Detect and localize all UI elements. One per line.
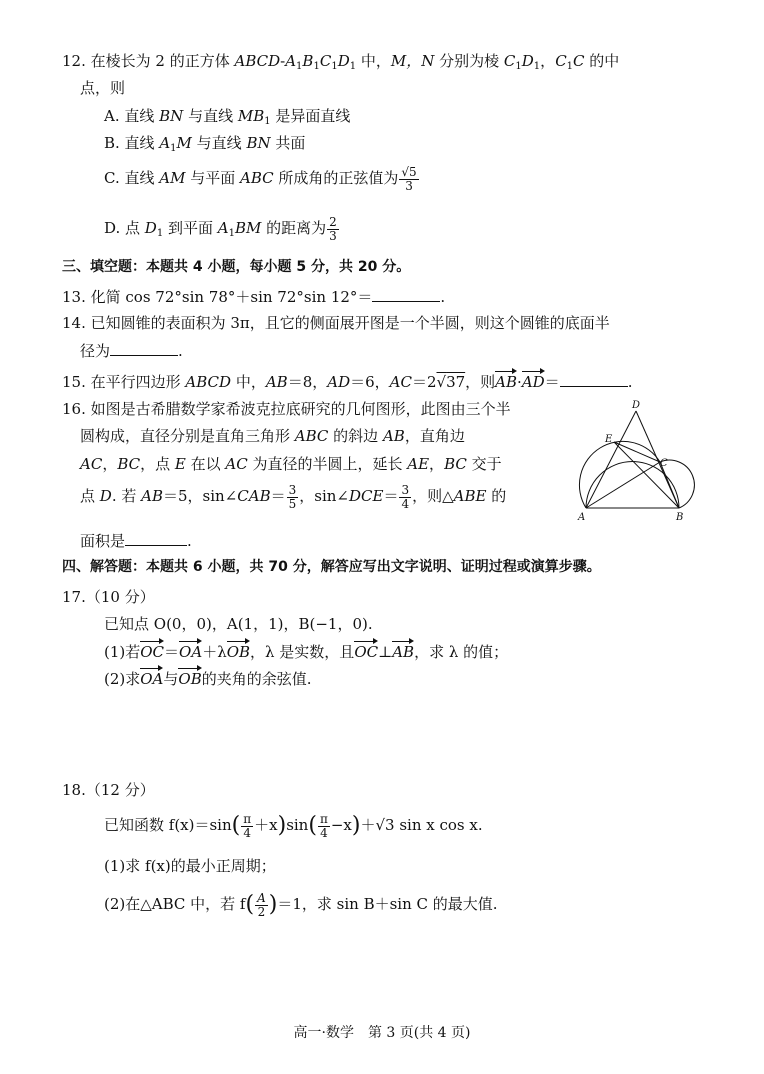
q16-line5: 面积是 .: [80, 532, 192, 550]
q17-line1: 已知点 O(0，0)，A(1，1)，B(−1，0).: [104, 615, 373, 633]
section-3-heading: 三、填空题：本题共 4 小题，每小题 5 分，共 20 分。: [62, 259, 411, 275]
segment-db: [636, 411, 679, 508]
segment-ac: [586, 462, 660, 508]
q18-line3: (2)在△ABC 中，若 f( $\frac{A}{2}$ )＝1，求 sin B＋sin C 的最大值.: [104, 891, 498, 919]
q12-option-d: D. 点 $D_1$ 到平面 $A_1BM$ 的距离为 $\frac{2}{3}$: [104, 215, 337, 243]
q18-line1: 已知函数 f(x)＝sin( $\frac{\pi}{4}$ ＋x)sin( $\frac{\pi}{4}$ −x)＋√3 sin x cos x.: [104, 812, 483, 840]
q17-line2: (1)若OC＝OA＋λOB，λ 是实数，且OC⊥AB，求 λ 的值；: [104, 643, 509, 661]
q12-stem-line2: 点，则: [80, 79, 126, 97]
q18-head: 18.（12 分）: [62, 781, 155, 799]
label-a: A: [578, 512, 586, 523]
segment-ad: [586, 411, 636, 508]
q16-line4: 点 D. 若 AB＝5，sin∠CAB＝ $\frac{3}{5}$ ，sin∠DCE＝ $\frac{3}{4}$ ，则△ABE 的: [80, 483, 507, 511]
label-d: D: [632, 400, 641, 411]
q13: 13. 化简 cos 72°sin 78°＋sin 72°sin 12°＝ .: [62, 288, 446, 306]
q17-head: 17.（10 分）: [62, 588, 155, 606]
q18-line2: (1)求 f(x)的最小正周期；: [104, 857, 276, 875]
q16-line3: AC，BC，点 E 在以 AC 为直径的半圆上，延长 AE，BC 交于: [80, 455, 502, 473]
answer-blank: [372, 287, 440, 302]
q15: 15. 在平行四边形 ABCD 中，AB＝8，AD＝6，AC＝2√37，则AB·AD＝ .: [62, 373, 633, 391]
section-4-heading: 四、解答题：本题共 6 小题，共 70 分，解答应写出文字说明、证明过程或演算步骤。: [62, 559, 601, 575]
q14-line2: 径为 .: [80, 342, 183, 360]
label-e: E: [605, 434, 613, 445]
label-c: C: [660, 458, 668, 469]
q17-line3: (2)求OA与OB的夹角的余弦值.: [104, 670, 312, 688]
hippocrates-figure: [570, 396, 700, 524]
q12-option-c: C. 直线 AM 与平面 ABC 所成角的正弦值为 $\frac{√5}{3}$: [104, 165, 417, 193]
segment-eb: [614, 442, 679, 508]
q12-option-a: A. 直线 BN 与直线 $MB_1$ 是异面直线: [104, 107, 351, 127]
q12-option-b: B. 直线 $A_1M$ 与直线 BN 共面: [104, 134, 306, 154]
page-footer: 高一·数学 第 3 页(共 4 页): [293, 1025, 471, 1041]
q16-line2: 圆构成，直径分别是直角三角形 ABC 的斜边 AB，直角边: [80, 427, 465, 445]
q12-stem-line1: 12. 在棱长为 2 的正方体 ABCD-$A_1B_1C_1D_1$ 中，M，N 分别为棱 $C_1D_1$，$C_1C$ 的中: [62, 52, 620, 72]
answer-blank: [110, 341, 178, 356]
segment-ec: [614, 442, 660, 462]
answer-blank: [560, 372, 628, 387]
label-b: B: [676, 512, 684, 523]
q14-line1: 14. 已知圆锥的表面积为 3π，且它的侧面展开图是一个半圆，则这个圆锥的底面半: [62, 314, 610, 332]
q16-line1: 16. 如图是古希腊数学家希波克拉底研究的几何图形，此图由三个半: [62, 400, 511, 418]
answer-blank: [125, 531, 187, 546]
